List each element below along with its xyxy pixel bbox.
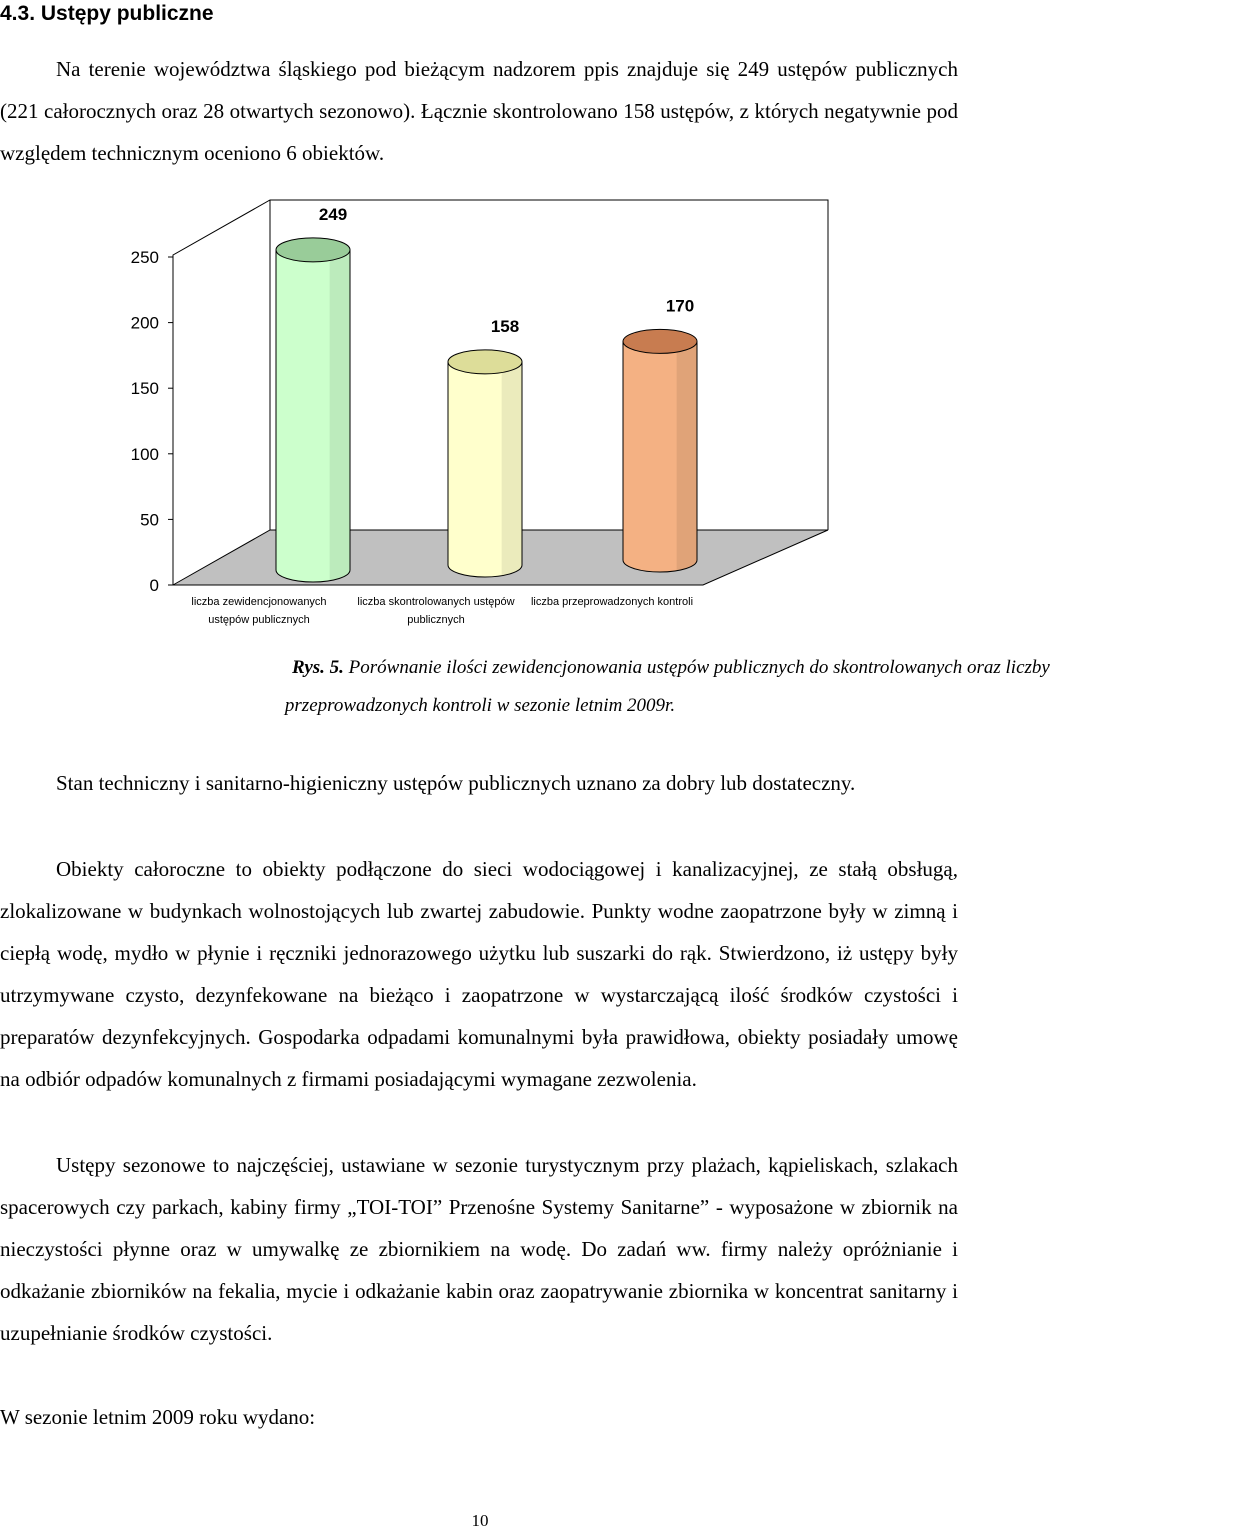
caption-text-1: Porównanie ilości zewidencjonowania ustępów publicznych do skontrolowanych oraz liczby [348,657,1050,678]
bar-top [448,350,522,374]
intro-paragraph: Na terenie województwa śląskiego pod bieżącym nadzorem ppis znajduje się 249 ustępów publicznych (221 całorocznych oraz 28 otwartych sezonowo). Łącznie skontrolowano 158 ustępów, z których negatywnie pod względem technicznym oceniono 6 obiektów. [0,57,958,165]
page-number: 10 [471,1511,489,1530]
bar-top [276,238,350,262]
figure-caption-line1 [292,651,1252,685]
bar-top [623,329,697,353]
x-category-label: liczba skontrolowanych ustępów [357,596,515,608]
y-tick-label: 0 [149,576,159,595]
x-category-label: liczba zewidencjonowanych [191,596,327,608]
x-category-label: liczba przeprowadzonych kontroli [530,596,694,608]
y-tick-label: 50 [140,510,159,530]
section-heading: 4.3. Ustępy publiczne [0,2,214,25]
x-category-label: ustępów publicznych [208,614,310,626]
y-tick-label: 200 [130,313,159,333]
condition-paragraph: Stan techniczny i sanitarno-higieniczny ustępów publicznych uznano za dobry lub dostateczny. [56,771,856,795]
data-value-label: 158 [490,316,520,336]
bar-shading [330,250,350,581]
y-tick-label: 100 [130,444,159,464]
issued-paragraph: W sezonie letnim 2009 roku wydano: [0,1405,316,1429]
figure-caption-line2: przeprowadzonych kontroli w sezonie letnim 2009r. [284,695,676,716]
bar-shading [677,341,697,570]
y-tick-label: 250 [130,248,159,267]
y-tick-label: 150 [130,379,159,399]
year-round-paragraph: Obiekty całoroczne to obiekty podłączone do sieci wodociągowej i kanalizacyjnej, ze stałą obsługą, zlokalizowane w budynkach wolnostojących lub zwartej zabudowie. Punkty wodne zaopatrzone były w zimną i ciepłą wodę, mydło w płynie i ręczniki jednorazowego użytku lub suszarki do rąk. Stwierdzono, iż ustępy były utrzymywane czysto, dezynfekowane na bieżąco i zaopatrzone w wystarczającą ilość środków czystości i preparatów dezynfekcyjnych. Gospodarka odpadami komunalnymi była prawidłowa, obiekty posiadały umowę na odbiór odpadów komunalnych z firmami posiadającymi wymagane zezwolenia. [0,857,958,1091]
x-category-label: publicznych [407,614,465,626]
seasonal-paragraph: Ustępy sezonowe to najczęściej, ustawiane w sezonie turystycznym przy plażach, kąpieliskach, szlakach spacerowych czy parkach, kabiny firmy „TOI-TOI” Przenośne Systemy Sanitarne” - wyposażone w zbiornik na nieczystości płynne oraz w umywalkę ze zbiornikiem na wodę. Do zadań ww. firmy należy opróżnianie i odkażanie zbiorników na fekalia, mycie i odkażanie kabin oraz zaopatrywanie zbiornika w koncentrat sanitarny i uzupełnianie środków czystości. [0,1153,958,1345]
bar-shading [502,362,522,576]
data-value-label: 249 [318,204,348,224]
cylinder-bar-chart [0,185,960,640]
data-value-label: 170 [665,296,695,316]
figure-label: Rys. 5. [292,657,344,678]
